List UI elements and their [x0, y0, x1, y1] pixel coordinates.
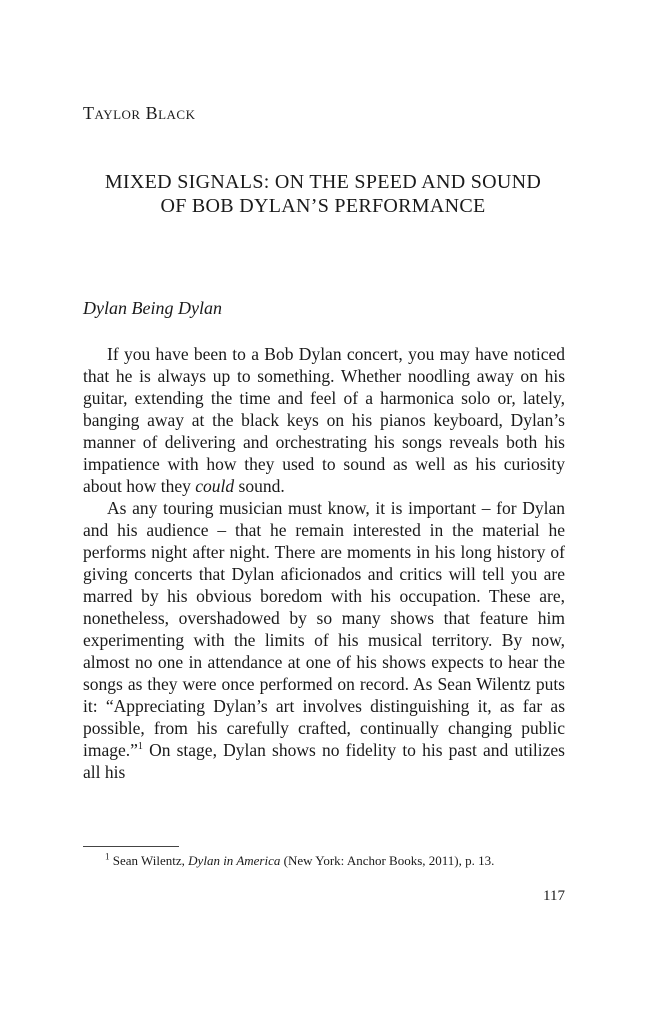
paragraph-1-end: sound. [234, 476, 285, 496]
paragraph-2-text: As any touring musician must know, it is important – for Dylan and his audience – that he remain interested in the material he performs night after night. There are moments in his long history of giving concerts that Dylan aficionados and critics will tell you are marred by his obvious boredom with his occupation. These are, nonetheless, overshadowed by so many shows that feature him experimenting with the limits of his musical territory. By now, almost no one in attendance at one of his shows expects to hear the songs as they were once performed on record. As Sean Wilentz puts it: “Appreciating Dylan’s art involves distinguishing it, as far as possible, from his carefully crafted, continually changing public image.” [83, 498, 565, 760]
paragraph-1 [83, 343, 565, 497]
footnote-1 [83, 852, 565, 869]
chapter-title-line-2: OF BOB DYLAN’S PERFORMANCE [160, 195, 486, 217]
chapter-title-line-1: MIXED SIGNALS: ON THE SPEED AND SOUND [104, 171, 542, 193]
footnote-book-title: Dylan in America [188, 853, 281, 868]
paragraph-2-end: On stage, Dylan shows no fidelity to his past and utilizes all his [83, 740, 565, 782]
page-number: 117 [543, 888, 565, 904]
paragraph-1-text: If you have been to a Bob Dylan concert, you may have noticed that he is always up to something. Whether noodling away on his guitar, extending the time and feel of a harmonica solo or, lately, banging away at the black keys on his pianos keyboard, Dylan’s manner of delivering and orchestrating his songs reveals both his impatience with how they used to sound as well as his curiosity about how they [83, 344, 565, 496]
body-text [83, 343, 565, 783]
footnote-marker: 1 [105, 851, 110, 862]
footnote-text: Sean Wilentz, [109, 853, 189, 868]
footnote-citation: (New York: Anchor Books, 2011), p. 13. [280, 853, 495, 868]
running-head-author: Taylor Black [83, 103, 196, 123]
paragraph-1-emphasis: could [195, 476, 235, 496]
footnote [83, 852, 565, 869]
footnote-divider [83, 846, 179, 847]
section-heading: Dylan Being Dylan [83, 298, 222, 318]
chapter-title [83, 170, 563, 218]
paragraph-2 [83, 497, 565, 783]
footnote-reference[interactable]: 1 [137, 741, 143, 753]
